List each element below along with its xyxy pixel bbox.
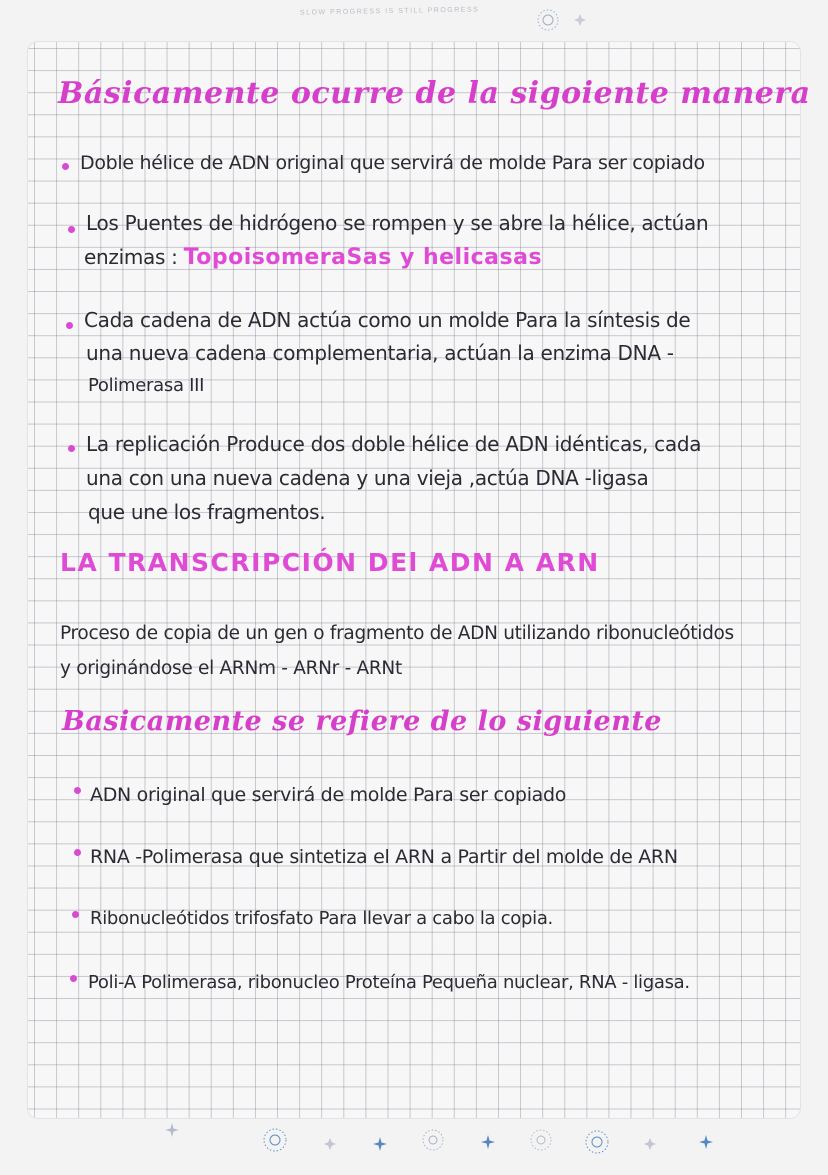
list-item-continued: una con una nueva cadena y una vieja ,actúa DNA -ligasa: [86, 466, 649, 490]
list-item: La replicación Produce dos doble hélice de ADN idénticas, cada: [86, 432, 702, 456]
list-item: Ribonucleótidos trifosfato Para llevar a cabo la copia.: [90, 908, 553, 929]
bullet-dot: [74, 787, 81, 794]
section-title-transcripcion: LA TRANSCRIPCIÓN DEl ADN A ARN: [60, 548, 600, 577]
star-icon: [574, 14, 586, 26]
highlighted-enzymes: TopoisomeraSas y helicasas: [183, 245, 543, 270]
list-item-continued: que une los fragmentos.: [88, 500, 326, 524]
bullet-dot: [68, 226, 75, 233]
bullet-dot: [70, 975, 77, 982]
list-item: RNA -Polimerasa que sintetiza el ARN a Partir del molde de ARN: [90, 846, 678, 868]
bullet-dot: [66, 322, 73, 329]
list-item-continued: una nueva cadena complementaria, actúan la enzima DNA -: [86, 341, 674, 365]
sun-icon: [586, 1131, 608, 1153]
section-title-basicamente-2: Basicamente se refiere de lo siguiente: [62, 706, 662, 737]
star-icon: [644, 1138, 656, 1150]
list-item: Cada cadena de ADN actúa como un molde Para la síntesis de: [84, 308, 691, 332]
sparkle-icon: [699, 1135, 713, 1149]
grid-paper-sheet: [28, 42, 800, 1118]
sun-icon: [264, 1129, 286, 1151]
crescent-moon-icon: [217, 1141, 228, 1163]
bullet-dot: [72, 911, 79, 918]
bullet-dot: [68, 445, 75, 452]
list-item: ADN original que servirá de molde Para ser copiado: [90, 784, 567, 806]
list-item: Poli-A Polimerasa, ribonucleo Proteína Pequeña nuclear, RNA - ligasa.: [88, 972, 690, 993]
list-item-continued: [84, 240, 542, 275]
sparkle-icon: [165, 1123, 179, 1137]
motto-text: SLOW PROGRESS IS STILL PROGRESS: [299, 6, 480, 17]
sparkle-icon: [373, 1137, 387, 1151]
list-item: Los Puentes de hidrógeno se rompen y se abre la hélice, actúan: [86, 211, 709, 235]
list-item-continued: Polimerasa III: [88, 375, 205, 396]
footer-decoration: [0, 1118, 828, 1171]
sun-icon: [538, 10, 558, 30]
star-icon: [324, 1138, 336, 1150]
list-item: Doble hélice de ADN original que servirá de molde Para ser copiado: [80, 152, 705, 174]
bullet-dot: [74, 849, 81, 856]
section-title-basicamente: Básicamente ocurre de la sigoiente manera: [58, 76, 811, 111]
footer-doodles: [0, 1118, 828, 1171]
sparkle-icon: [481, 1135, 495, 1149]
list-item-prefix: enzimas :: [84, 245, 178, 269]
sun-icon: [423, 1130, 443, 1150]
paragraph-line: y originándose el ARNm - ARNr - ARNt: [60, 658, 402, 679]
sun-icon: [531, 1130, 551, 1150]
header-decoration: [0, 0, 828, 48]
bullet-dot: [62, 163, 69, 170]
paragraph-line: Proceso de copia de un gen o fragmento de ADN utilizando ribonucleótidos: [60, 623, 734, 644]
